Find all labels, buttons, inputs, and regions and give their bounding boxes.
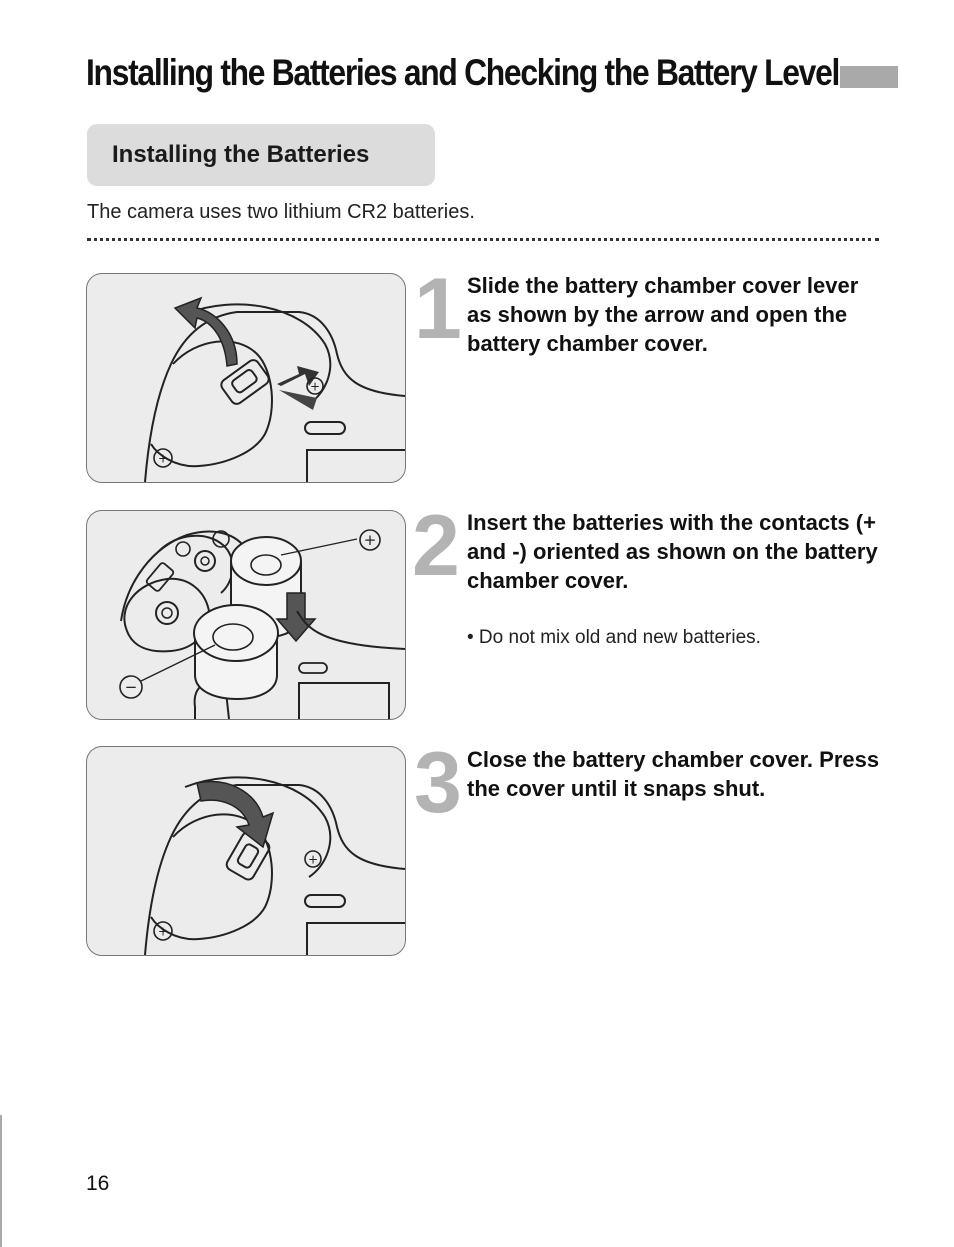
minus-mark: − bbox=[124, 678, 138, 696]
step-number: 2 bbox=[412, 498, 460, 594]
plus-mark: + bbox=[307, 852, 319, 867]
plus-mark: + bbox=[157, 451, 169, 466]
step-number: 3 bbox=[414, 735, 462, 831]
figure-open-cover bbox=[86, 273, 406, 483]
plus-mark: + bbox=[157, 924, 169, 939]
plus-mark: + bbox=[363, 531, 377, 549]
camera-bottom-closed-illustration bbox=[87, 747, 405, 955]
scan-edge bbox=[0, 1115, 2, 1247]
battery-insertion-illustration bbox=[87, 511, 405, 719]
page-title: Installing the Batteries and Checking the Battery Level bbox=[86, 52, 840, 93]
step-text: Close the battery chamber cover. Press the cover until it snaps shut. bbox=[467, 747, 880, 801]
figure-close-cover bbox=[86, 746, 406, 956]
intro-text: The camera uses two lithium CR2 batteries. bbox=[87, 201, 475, 223]
figure-insert-batteries bbox=[86, 510, 406, 720]
step-bullet-note: • Do not mix old and new batteries. bbox=[467, 627, 761, 648]
section-heading: Installing the Batteries bbox=[112, 141, 370, 168]
title-accent-bar bbox=[840, 66, 898, 88]
camera-bottom-open-illustration bbox=[87, 274, 405, 482]
step-text: Slide the battery chamber cover lever as shown by the arrow and open the battery chamber cover. bbox=[467, 273, 859, 356]
page-number: 16 bbox=[86, 1172, 110, 1195]
step-number: 1 bbox=[414, 261, 462, 357]
step-text: Insert the batteries with the contacts (+ and -) oriented as shown on the battery chamber cover. bbox=[467, 510, 878, 593]
dotted-divider bbox=[87, 238, 879, 241]
plus-mark: + bbox=[309, 379, 321, 394]
